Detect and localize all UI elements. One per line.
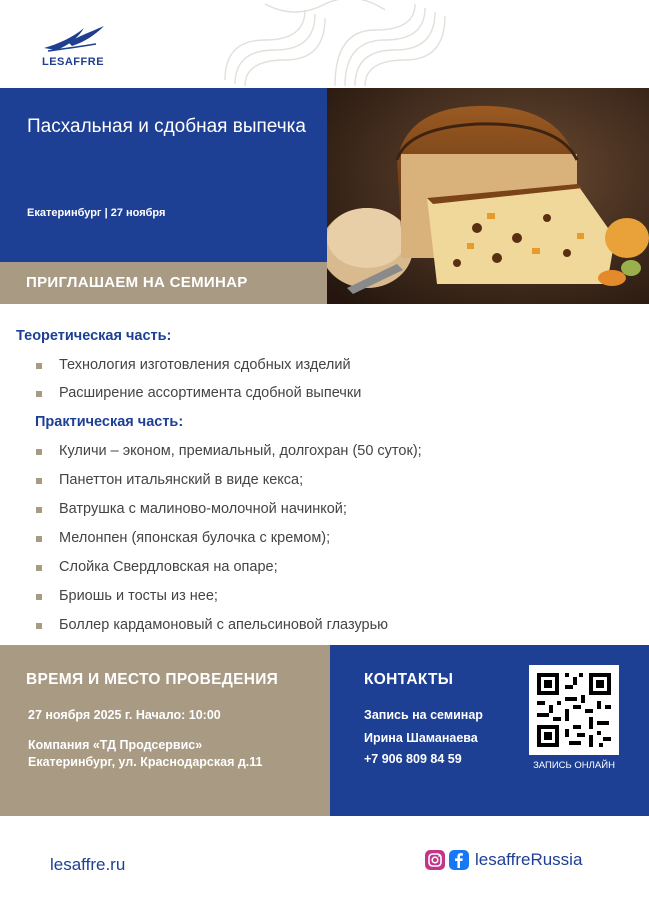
website-link[interactable]: lesaffre.ru — [50, 855, 126, 874]
contacts-heading: КОНТАКТЫ — [364, 671, 454, 688]
swallow-logo-icon — [38, 22, 108, 54]
venue-address: Екатеринбург, ул. Краснодарская д.11 — [28, 755, 263, 769]
bullet-icon — [36, 391, 42, 397]
venue-datetime: 27 ноября 2025 г. Начало: 10:00 — [28, 708, 221, 722]
qr-code[interactable] — [529, 665, 619, 755]
panettone-illustration — [327, 88, 649, 304]
bullet-icon — [36, 478, 42, 484]
theory-heading: Теоретическая часть: — [16, 328, 172, 344]
venue-heading: ВРЕМЯ И МЕСТО ПРОВЕДЕНИЯ — [26, 671, 279, 688]
brand-logo — [38, 22, 108, 72]
kulich-photo — [327, 88, 649, 304]
decorative-pattern — [205, 0, 465, 86]
bullet-icon — [36, 363, 42, 369]
bullet-icon — [36, 565, 42, 571]
contacts-signup: Запись на семинар — [364, 708, 483, 722]
practice-heading: Практическая часть: — [35, 414, 184, 430]
page-title: Пасхальная и сдобная выпечка — [27, 116, 306, 137]
instagram-icon[interactable] — [425, 850, 445, 870]
bullet-icon — [36, 536, 42, 542]
bullet-icon — [36, 623, 42, 629]
contacts-name: Ирина Шаманаева — [364, 731, 478, 745]
bullet-icon — [36, 449, 42, 455]
contacts-phone[interactable]: +7 906 809 84 59 — [364, 752, 462, 766]
invite-heading: ПРИГЛАШАЕМ НА СЕМИНАР — [26, 274, 248, 291]
event-location-date: Екатеринбург | 27 ноября — [27, 207, 166, 219]
social-handle[interactable]: lesaffreRussia — [475, 850, 583, 869]
bullet-icon — [36, 594, 42, 600]
facebook-icon[interactable] — [449, 850, 469, 870]
venue-company: Компания «ТД Продсервис» — [28, 738, 203, 752]
brand-name: LESAFFRE — [41, 56, 105, 68]
qr-caption: ЗАПИСЬ ОНЛАЙН — [533, 760, 615, 771]
qr-code-icon — [529, 665, 619, 755]
bullet-icon — [36, 507, 42, 513]
